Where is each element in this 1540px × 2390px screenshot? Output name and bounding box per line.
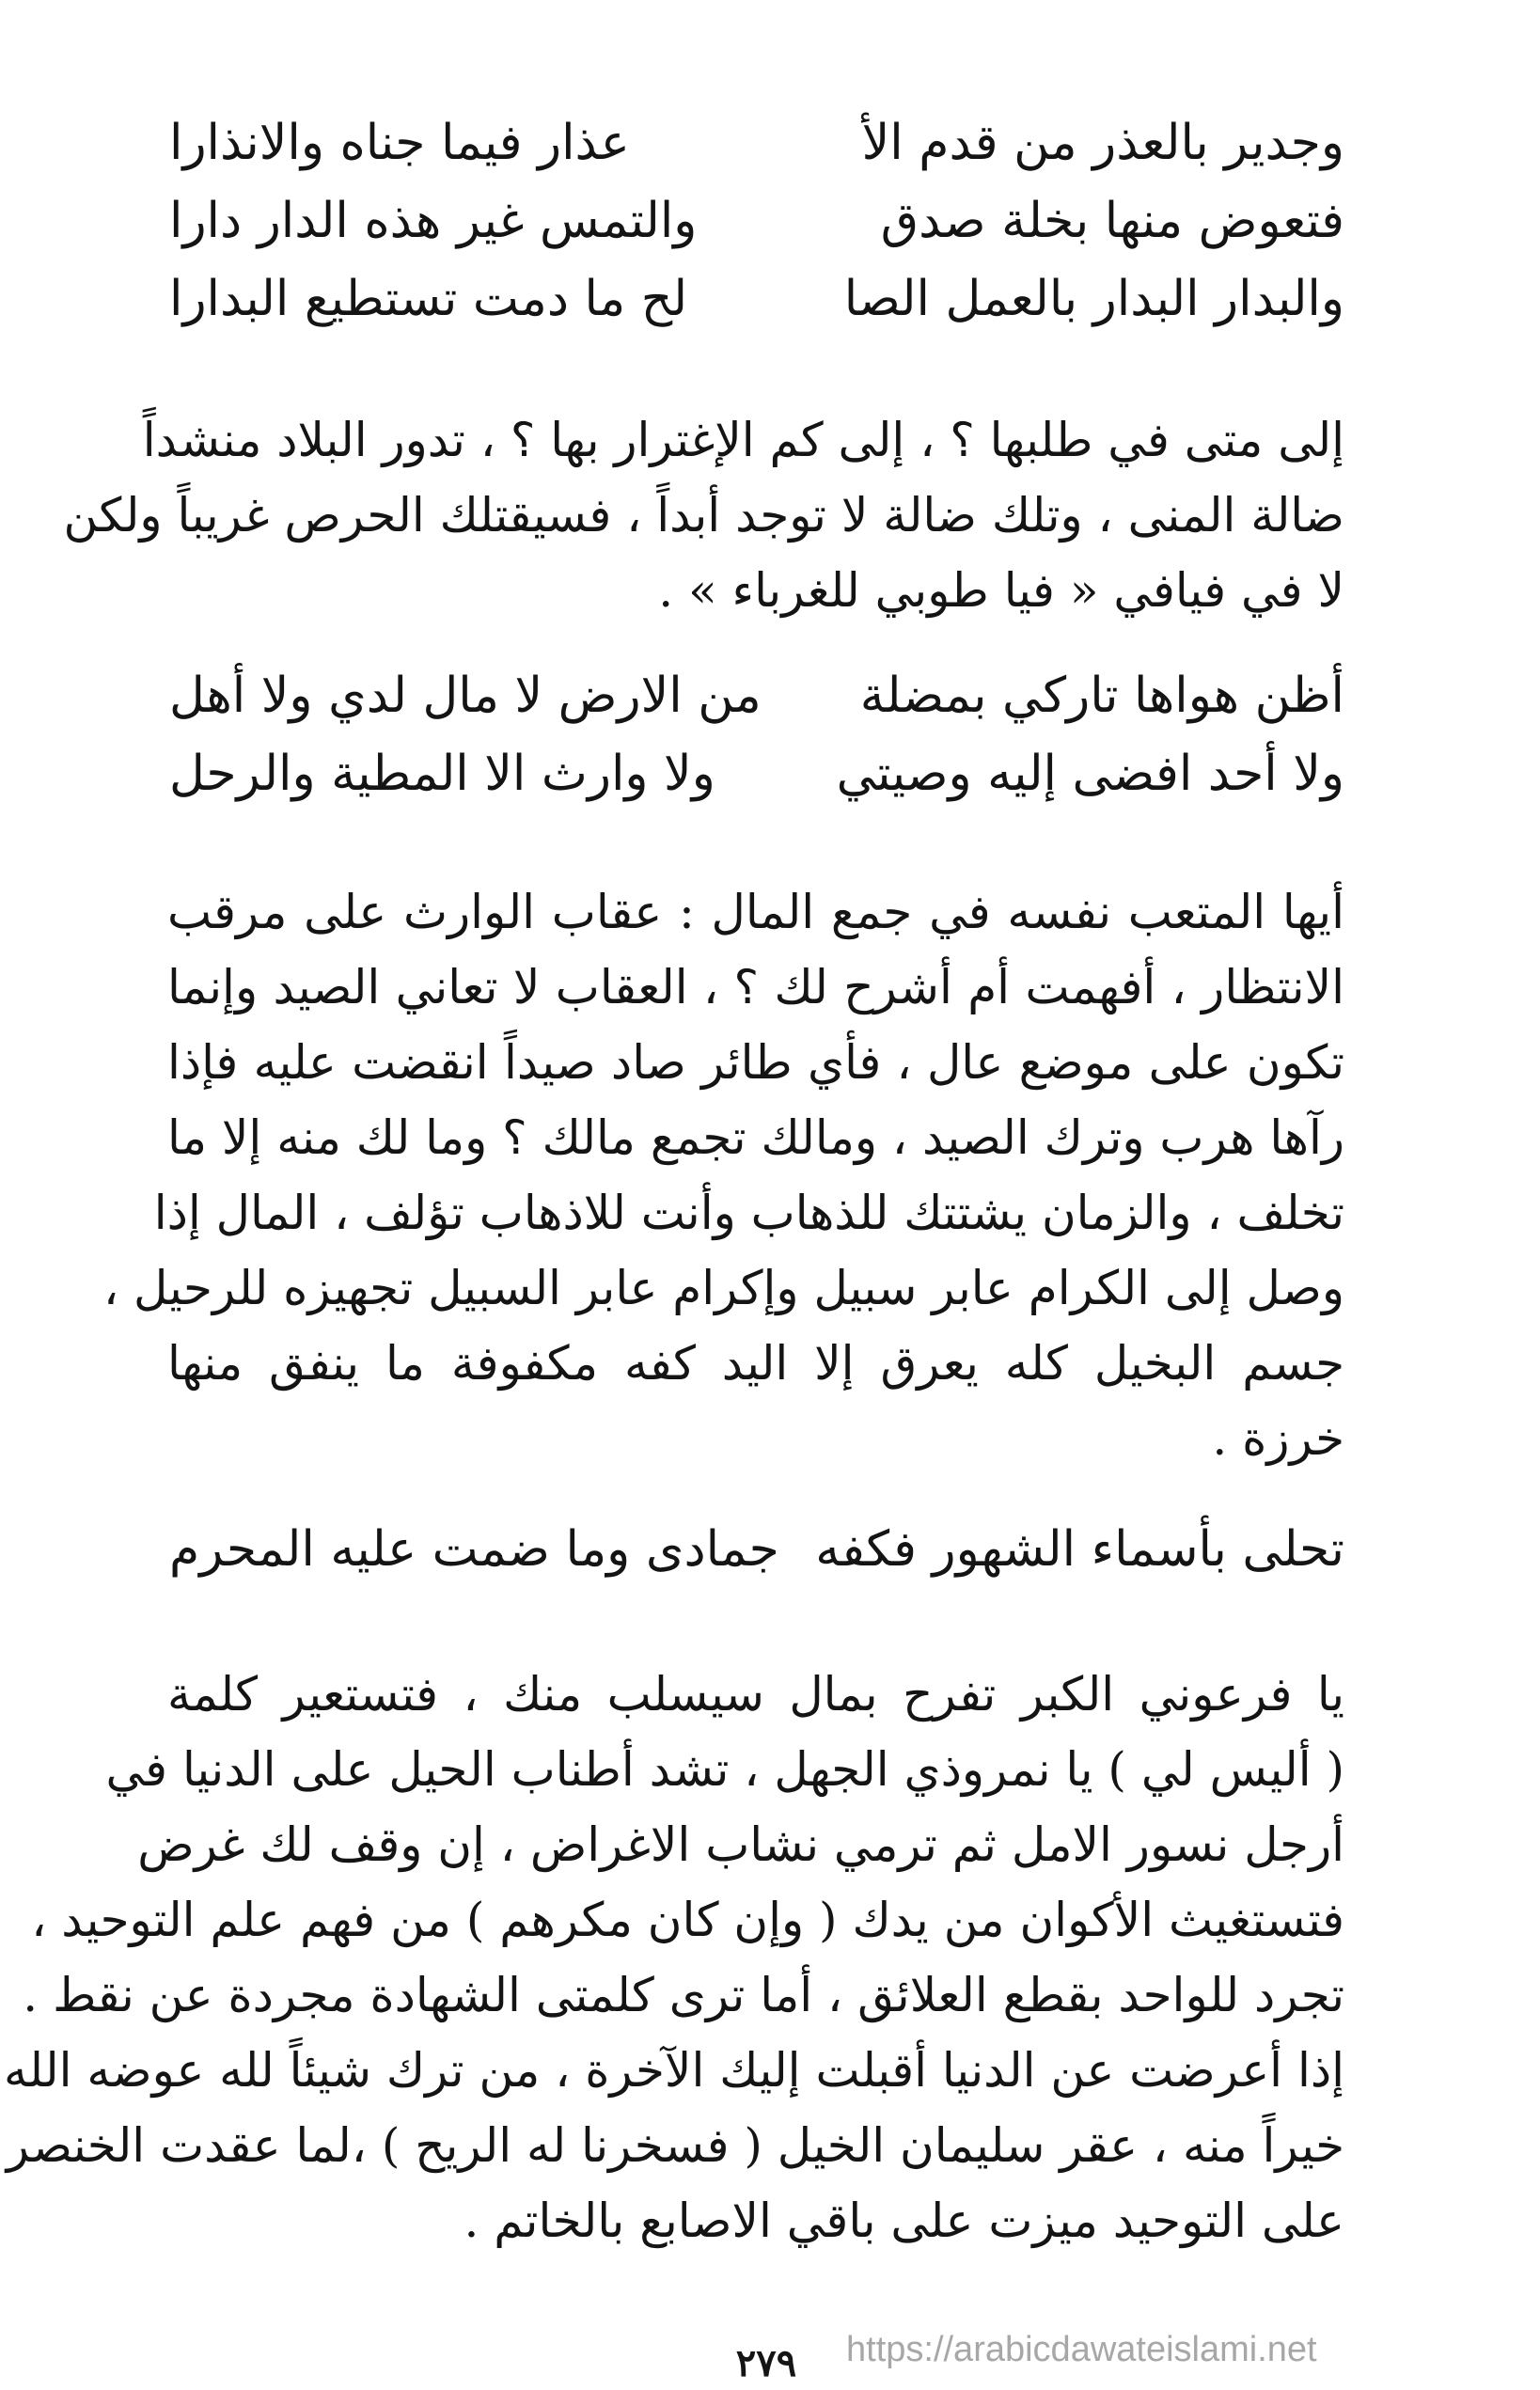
text-line: إلى متى في طلبها ؟ ، إلى كم الإغترار بها ؟ ، تدور البلاد منشداً <box>142 413 1344 467</box>
verse-second-hemistich: من الارض لا مال لدي ولا أهل <box>169 668 762 724</box>
verse-first-hemistich: ولا أحد افضى إليه وصيتي <box>836 746 1344 802</box>
text-line: أيها المتعب نفسه في جمع المال : عقاب الوارث على مرقب <box>167 885 1344 939</box>
verse-second-hemistich: والتمس غير هذه الدار دارا <box>169 193 698 249</box>
verse-first-hemistich: أظن هواها تاركي بمضلة <box>859 668 1344 724</box>
text-line: جسم البخيل كله يعرق إلا اليد كفه مكفوفة ما ينفق منها <box>167 1336 1344 1391</box>
text-line: إذا أعرضت عن الدنيا أقبلت إليك الآخرة ، من ترك شيئاً لله عوضه الله <box>3 2043 1344 2098</box>
text-line: ضالة المنى ، وتلك ضالة لا توجد أبداً ، فسيقتلك الحرص غريباً ولكن <box>63 488 1344 542</box>
verse-line <box>169 261 1344 337</box>
text-line: خرزة . <box>1212 1411 1344 1466</box>
verse-line <box>169 183 1344 259</box>
verse-second-hemistich: ولا وارث الا المطية والرحل <box>169 746 715 802</box>
prose-paragraph <box>103 874 1344 1476</box>
verse-line <box>169 658 1344 733</box>
verse-first-hemistich: وجدير بالعذر من قدم الأ <box>861 115 1344 171</box>
verse-second-hemistich: لح ما دمت تستطيع البدارا <box>169 271 688 327</box>
text-line: أرجل نسور الامل ثم ترمي نشاب الاغراض ، إن وقف لك غرض <box>137 1817 1344 1872</box>
watermark-url: https://arabicdawateislami.net <box>846 2330 1317 2369</box>
prose-paragraph <box>63 402 1344 628</box>
page-number: ٢٧٩ <box>735 2341 797 2385</box>
text-line: تجرد للواحد بقطع العلائق ، أما ترى كلمتى الشهادة مجردة عن نقط . <box>23 1968 1344 2022</box>
text-line: تخلف ، والزمان يشتتك للذهاب وأنت للاذهاب تؤلف ، المال إذا <box>153 1186 1344 1240</box>
text-line: يا فرعوني الكبر تفرح بمال سيسلب منك ، فتستعير كلمة <box>167 1667 1344 1722</box>
verse-line <box>169 105 1344 181</box>
text-line: على التوحيد ميزت على باقي الاصابع بالخاتم . <box>464 2193 1344 2248</box>
text-line: وصل إلى الكرام عابر سبيل وإكرام عابر السبيل تجهيزه للرحيل ، <box>103 1261 1344 1315</box>
verse-line <box>169 1512 1344 1587</box>
text-line: الانتظار ، أفهمت أم أشرح لك ؟ ، العقاب لا تعاني الصيد وإنما <box>167 960 1344 1014</box>
verse-second-hemistich: جمادى وما ضمت عليه المحرم <box>169 1521 779 1578</box>
verse-first-hemistich: فتعوض منها بخلة صدق <box>880 193 1344 249</box>
text-line: تكون على موضع عال ، فأي طائر صاد صيداً انقضت عليه فإذا <box>167 1035 1344 1090</box>
verse-second-hemistich: عذار فيما جناه والانذارا <box>169 115 630 171</box>
verse-first-hemistich: والبدار البدار بالعمل الصا <box>843 271 1344 327</box>
verse-first-hemistich: تحلى بأسماء الشهور فكفه <box>815 1521 1344 1578</box>
prose-paragraph <box>3 1657 1344 2258</box>
text-line: فتستغيث الأكوان من يدك ( وإن كان مكرهم ) من فهم علم التوحيد ، <box>31 1893 1344 1947</box>
text-line: خيراً منه ، عقر سليمان الخيل ( فسخرنا له الريح ) ،لما عقدت الخنصر <box>6 2118 1344 2173</box>
verse-line <box>169 736 1344 811</box>
text-line: لا في فيافي « فيا طوبي للغرباء » . <box>658 563 1344 618</box>
text-line: ( أليس لي ) يا نمروذي الجهل ، تشد أطناب الحيل على الدنيا في <box>105 1742 1344 1797</box>
text-line: رآها هرب وترك الصيد ، ومالك تجمع مالك ؟ وما لك منه إلا ما <box>167 1110 1344 1165</box>
